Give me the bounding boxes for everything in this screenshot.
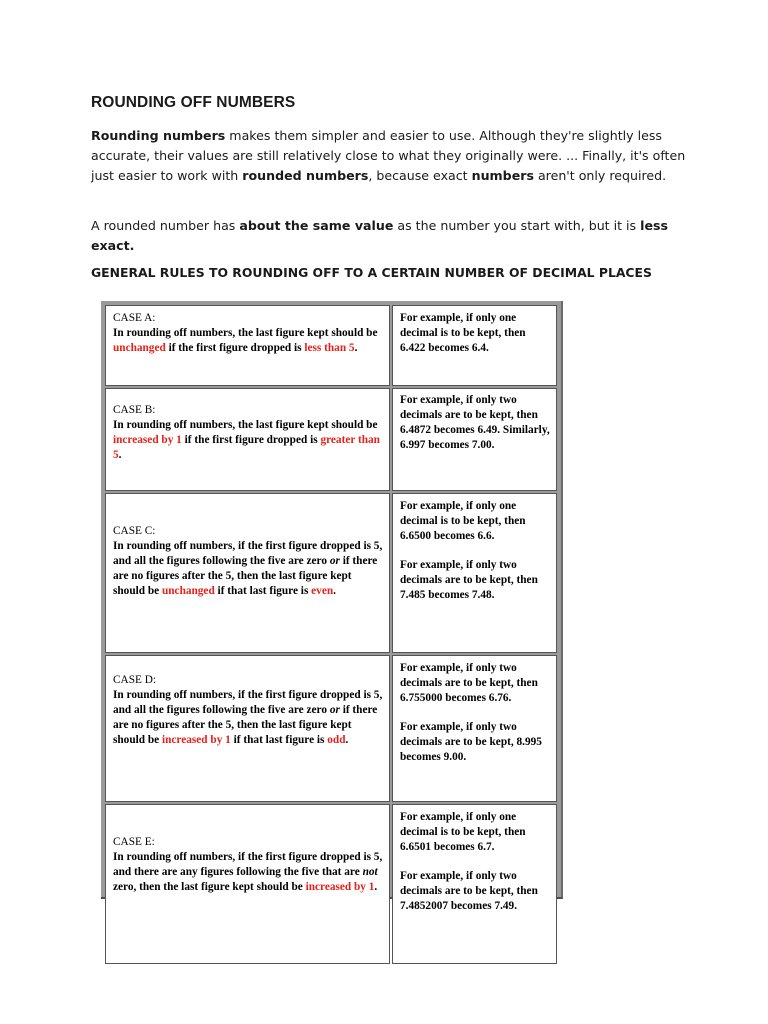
rounding-rules-table (101, 301, 563, 912)
example-cell (392, 388, 557, 491)
table-row-case-c (105, 493, 557, 653)
example-text: For example, if only one decimal is to be kept, then 6.422 becomes 6.4. (400, 312, 526, 354)
example-cell (392, 493, 557, 653)
example-text: For example, if only two decimals are to be kept, 8.995 becomes 9.00. (400, 721, 542, 763)
rule-text: . (118, 449, 122, 461)
case-title: CASE E: (113, 836, 155, 848)
rule-text: if there are no figures after the 5, then the last figure kept should be (113, 704, 378, 746)
table-row-case-a (105, 305, 557, 386)
example-text: For example, if only two decimals are to be kept, then 7.485 becomes 7.48. (400, 559, 538, 601)
highlighted-rule-text: less than 5 (304, 342, 355, 354)
rule-cell (105, 388, 390, 491)
paragraph-text: as the number you start with, but it is (393, 218, 641, 233)
highlighted-rule-text: increased by 1 (161, 734, 231, 746)
rule-text: In rounding off numbers, the last figure kept should be (113, 419, 378, 431)
rule-text: zero, then the last figure kept should be (113, 881, 306, 893)
rule-text: . (374, 881, 378, 893)
table-row-case-b (105, 388, 557, 491)
rule-text: if that last figure is (230, 734, 328, 746)
rule-cell (105, 804, 390, 964)
highlighted-rule-text: increased by 1 (305, 881, 375, 893)
page-title: ROUNDING OFF NUMBERS (91, 94, 296, 111)
italic-text: or (329, 704, 340, 716)
paragraph-text: makes them simpler and easier to use. Although they're slightly less accurate, their values are still relatively close to what they originally were. ... Finally, it's often just easier to work with (91, 128, 686, 183)
rule-cell (105, 305, 390, 386)
section-heading: GENERAL RULES TO ROUNDING OFF TO A CERTAIN NUMBER OF DECIMAL PLACES (91, 265, 652, 280)
bold-term: rounded numbers (242, 168, 369, 183)
rule-text: if that last figure is (214, 585, 312, 597)
rule-cell (105, 655, 390, 802)
example-text: For example, if only one decimal is to be kept, then 6.6501 becomes 6.7. (400, 811, 526, 853)
highlighted-rule-text: even (311, 585, 334, 597)
example-cell (392, 655, 557, 802)
paragraph-text: aren't only required. (533, 168, 667, 183)
example-cell (392, 804, 557, 964)
case-title: CASE A: (113, 312, 156, 324)
table-row-case-d (105, 655, 557, 802)
rule-text: In rounding off numbers, the last figure kept should be (113, 327, 378, 339)
bold-term: Rounding numbers (91, 128, 226, 143)
example-text: For example, if only two decimals are to be kept, then 7.4852007 becomes 7.49. (400, 870, 538, 912)
paragraph-text: , because exact (368, 168, 472, 183)
case-title: CASE D: (113, 674, 156, 686)
example-text: For example, if only two decimals are to be kept, then 6.4872 becomes 6.49. Similarly, 6.997 becomes 7.00. (400, 394, 550, 451)
rule-text: if there are no figures after the 5, then the last figure kept should be (113, 555, 378, 597)
case-title: CASE B: (113, 404, 156, 416)
highlighted-rule-text: odd (327, 734, 346, 746)
rule-text: In rounding off numbers, if the first figure dropped is 5, and all the figures following the five are zero (113, 689, 383, 716)
highlighted-rule-text: increased by 1 (113, 434, 182, 446)
rule-text: if the first figure dropped is (181, 434, 321, 446)
intro-paragraph (91, 126, 691, 186)
rule-text: . (354, 342, 358, 354)
rule-text: In rounding off numbers, if the first figure dropped is 5, and all the figures following the five are zero (113, 540, 383, 567)
rule-text: if the first figure dropped is (165, 342, 305, 354)
italic-text: or (329, 555, 340, 567)
example-text: For example, if only two decimals are to be kept, then 6.755000 becomes 6.76. (400, 662, 538, 704)
bold-term: less exact. (91, 218, 668, 253)
table-row-case-e (105, 804, 557, 964)
definition-paragraph (91, 216, 691, 256)
paragraph-text: A rounded number has (91, 218, 240, 233)
example-text: For example, if only one decimal is to be kept, then 6.6500 becomes 6.6. (400, 500, 526, 542)
highlighted-rule-text: unchanged (113, 342, 166, 354)
case-title: CASE C: (113, 525, 156, 537)
highlighted-rule-text: unchanged (161, 585, 215, 597)
example-cell (392, 305, 557, 386)
rule-text: . (333, 585, 336, 597)
highlighted-rule-text: greater than 5 (113, 434, 380, 461)
rule-text: . (345, 734, 349, 746)
bold-term: about the same value (239, 218, 394, 233)
italic-text: not (362, 866, 378, 878)
rule-text: In rounding off numbers, if the first figure dropped is 5, and there are any figures following the five that are (113, 851, 383, 878)
rule-cell (105, 493, 390, 653)
bold-term: numbers (471, 168, 534, 183)
